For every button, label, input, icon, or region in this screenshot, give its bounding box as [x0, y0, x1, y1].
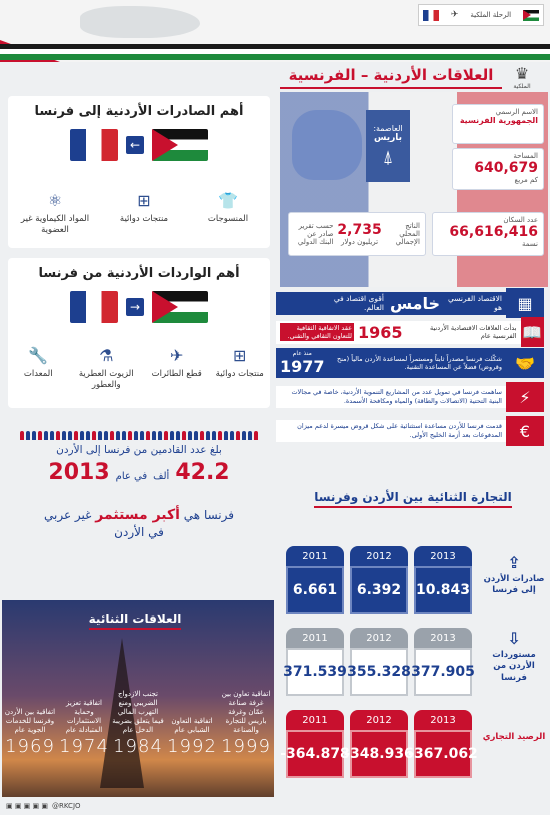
timeline-text: اتفاقية تعاون بين غرفة صناعة عمّان وغرفة باريس للتجارة والصناعة: [221, 690, 271, 735]
exports-title: أهم الصادرات الأردنية إلى فرنسا: [34, 104, 244, 119]
person-icon: [212, 431, 216, 440]
population-value: 66,616,416: [449, 224, 538, 240]
timeline-item: [58, 699, 110, 759]
header-flags-box: [418, 4, 544, 26]
timeline-text: اتفاقية تعزيز وحماية الاستثمارات المتبادلة عام: [65, 699, 103, 735]
tool-icon: 🔧: [28, 346, 49, 365]
population-box: [432, 212, 544, 256]
plane-icon: ✈: [450, 10, 459, 20]
timeline-item: [112, 690, 164, 759]
timeline-text: تجنب الازدواج الضريبي ومنع التهرب المالي فيما يتعلق بضريبة الدخل عام: [112, 690, 164, 735]
person-icon: [182, 431, 186, 440]
trade-value: 371.539: [286, 648, 344, 696]
person-icon: [56, 431, 60, 440]
timeline: [4, 690, 272, 759]
france-flag-icon: [70, 129, 118, 161]
jordan-flag-icon: [523, 10, 539, 21]
person-icon: [254, 431, 258, 440]
person-icon: [176, 431, 180, 440]
official-name-value: الجمهورية الفرنسية: [459, 116, 538, 125]
balance-row-label: الرصيد التجاري: [482, 732, 546, 742]
person-icon: [164, 431, 168, 440]
timeline-year: 1999: [221, 736, 271, 758]
fact-economy: [276, 290, 544, 316]
investor-big: أكبر مستثمر: [95, 507, 180, 523]
projects-text: ساهمت فرنسا في تمويل عدد من المشاريع التنموية الأردنية، خاصة في مجالات البنية التحتية (الاتصالات والطاقة) والمياه ومكافحة الأسمدة.: [276, 386, 506, 408]
investor-post: غير عربي: [43, 508, 92, 522]
header-stripe-green: [0, 54, 550, 60]
chart-icon: ▦: [506, 288, 544, 318]
visitors-year-prefix: في عام: [115, 471, 148, 482]
trade-year: 2011: [286, 546, 344, 566]
timeline-item: [220, 690, 272, 759]
visitors-count-row: [8, 460, 270, 485]
import-item-label: منتجات دوائية: [215, 368, 264, 379]
trade-column: [286, 546, 344, 614]
imports-flags: [8, 291, 270, 323]
gdp-source: حسب تقرير صادر عن البنك الدولي: [297, 222, 334, 246]
person-icon: [92, 431, 96, 440]
book-icon: 📖: [521, 317, 544, 347]
trade-year: 2012: [350, 710, 408, 730]
timeline-text: اتفاقية بين الأردن وفرنسا للخدمات الجوية عام: [4, 708, 56, 735]
export-item: [109, 191, 179, 236]
loans-text: قدمت فرنسا للأردن مساعدة استثنائية على شكل قروض ميسرة لدعم ميزان المدفوعات بعد أزمة الخليج الأولى.: [276, 420, 506, 442]
trade-column: [347, 628, 411, 696]
import-item: [212, 346, 267, 391]
person-icon: [38, 431, 42, 440]
timeline-item: [4, 708, 56, 759]
trade-value: 6.661: [286, 566, 344, 614]
exports-row-label-box: [482, 552, 546, 597]
person-icon: [62, 431, 66, 440]
trade-year: 2011: [286, 628, 344, 648]
fact-relations: [276, 318, 544, 346]
france-flag-icon: [423, 10, 439, 21]
timeline-year: 1974: [59, 736, 109, 758]
person-icon: [146, 431, 150, 440]
france-map-graphic: [292, 110, 362, 180]
footer-handle: @RKCJO: [51, 802, 81, 810]
person-icon: [68, 431, 72, 440]
trade-value: -348.936: [350, 730, 408, 778]
header-label: الرحلة الملكية: [470, 11, 512, 19]
trade-value: 355.328: [350, 648, 408, 696]
population-unit: نسمة: [522, 240, 538, 248]
imports-panel: [8, 258, 270, 408]
person-icon: [128, 431, 132, 440]
person-icon: [140, 431, 144, 440]
perfume-icon: ⚗: [99, 346, 114, 365]
person-icon: [194, 431, 198, 440]
trade-exports-row: [282, 546, 548, 618]
arrow-left-icon: ←: [126, 136, 144, 154]
trade-column: [280, 710, 350, 778]
relations-text: بدأت العلاقات الاقتصادية الأردنية الفرنسية عام: [429, 324, 517, 340]
export-item-label: المنسوجات: [207, 213, 249, 224]
trade-year: 2013: [414, 710, 472, 730]
economy-value: خامس: [389, 293, 440, 313]
relations-year: 1965: [358, 322, 403, 342]
person-icon: [44, 431, 48, 440]
relations-note: عقد الاتفاقية الثقافية للتعاون الثقافي والتقني.: [280, 323, 354, 341]
world-map-graphic: [80, 6, 200, 38]
investor-line: [8, 507, 270, 523]
area-box: [452, 148, 544, 190]
gdp-unit: تريليون دولار: [341, 238, 379, 246]
since-label: منذ عام: [292, 350, 312, 357]
visitors-year: 2013: [48, 460, 110, 485]
logo-label: الملكية: [513, 83, 531, 90]
export-item-label: المواد الكيماوية غير العضوية: [20, 213, 90, 235]
person-icon: [134, 431, 138, 440]
person-icon: [206, 431, 210, 440]
person-icon: [122, 431, 126, 440]
gdp-label: الناتج المحلي الإجمالي: [395, 222, 420, 246]
exports-items: [8, 191, 270, 236]
person-icon: [200, 431, 204, 440]
visitors-count-unit: ألف: [153, 471, 170, 482]
trade-year: 2013: [414, 546, 472, 566]
timeline-year: 1984: [113, 736, 163, 758]
trade-column: [408, 710, 478, 778]
imports-row-label-box: [482, 628, 546, 684]
official-name-box: [452, 104, 544, 144]
person-icon: [104, 431, 108, 440]
jordan-flag-icon: [152, 291, 208, 323]
imports-columns: [283, 628, 482, 696]
person-icon: [20, 431, 24, 440]
person-icon: [188, 431, 192, 440]
trade-column: [411, 628, 475, 696]
capital-value: باريس: [373, 133, 403, 143]
exports-panel: [8, 96, 270, 248]
exports-row-label: صادرات الأردن إلى فرنسا: [483, 573, 545, 596]
aid-text: شكّلت فرنسا مصدراً ثابتاً ومستمراً لمساعدة الأردن مالياً (منح وقروض) فضلاً عن المساعدة التقنية.: [336, 355, 502, 371]
imports-items: [8, 346, 270, 391]
timeline-year: 1992: [167, 736, 217, 758]
capital-card: [366, 110, 410, 182]
timeline-title-box: [60, 608, 210, 627]
trade-value: -364.878: [286, 730, 344, 778]
page-title: العلاقات الأردنية – الفرنسية: [280, 66, 502, 89]
france-flag-icon: [70, 291, 118, 323]
economy-suffix: أقوى اقتصاد في العالم.: [333, 294, 384, 312]
trade-title: [282, 486, 544, 508]
people-row: [8, 426, 270, 440]
person-icon: [32, 431, 36, 440]
trade-title-text: التجارة الثنائية بين الأردن وفرنسا: [314, 490, 512, 508]
handshake-icon: 🤝: [506, 348, 544, 378]
trade-imports-row: [282, 628, 548, 700]
arrow-right-icon: →: [126, 298, 144, 316]
timeline-title: العلاقات الثنائية: [89, 612, 182, 630]
exports-columns: [286, 546, 482, 614]
logo: [502, 64, 542, 90]
person-icon: [230, 431, 234, 440]
person-icon: [218, 431, 222, 440]
timeline-item: [166, 717, 218, 759]
fact-aid: [276, 348, 544, 378]
person-icon: [224, 431, 228, 440]
investor-line-2: في الأردن: [114, 525, 164, 539]
trade-value: 6.392: [350, 566, 408, 614]
import-arrow-icon: ⇩: [507, 629, 521, 648]
person-icon: [236, 431, 240, 440]
person-icon: [242, 431, 246, 440]
person-icon: [248, 431, 252, 440]
person-icon: [152, 431, 156, 440]
medicine-icon: ⊞: [233, 346, 247, 365]
imports-row-label: مستوردات الأردن من فرنسا: [492, 649, 536, 683]
export-item: [193, 191, 263, 236]
export-arrow-icon: ⇪: [507, 553, 521, 572]
trade-year: 2012: [350, 628, 408, 648]
trade-column: [344, 710, 414, 778]
import-item-label: المعدات: [23, 368, 53, 379]
trade-column: [350, 546, 408, 614]
person-icon: [170, 431, 174, 440]
investor-pre: فرنسا هي: [183, 508, 234, 522]
trade-value: 10.843: [414, 566, 472, 614]
official-name-label: الاسم الرسمي: [495, 108, 538, 116]
population-label: عدد السكان: [503, 216, 538, 224]
trade-column: [283, 628, 347, 696]
person-icon: [50, 431, 54, 440]
plane-icon: ✈: [170, 346, 184, 365]
economy-label: الاقتصاد الفرنسي هو: [447, 294, 502, 312]
imports-title: أهم الواردات الأردنية من فرنسا: [38, 266, 240, 281]
person-icon: [86, 431, 90, 440]
eiffel-icon: ⍋: [382, 147, 394, 168]
trade-year: 2011: [286, 710, 344, 730]
trade-value: 377.905: [414, 648, 472, 696]
person-icon: [158, 431, 162, 440]
import-item: [147, 346, 207, 391]
euro-icon: €: [506, 416, 544, 446]
import-item-label: الزيوت العطرية والعطور: [78, 368, 134, 390]
visitors-count: 42.2: [175, 460, 230, 485]
person-icon: [98, 431, 102, 440]
footer: [0, 797, 550, 815]
timeline-year: 1969: [5, 736, 55, 758]
capital-label: العاصمة:: [373, 124, 403, 133]
fact-projects: [276, 382, 544, 412]
gdp-box: [288, 212, 426, 256]
area-unit: كم مربع: [514, 176, 538, 184]
fact-loans: [276, 416, 544, 446]
trade-value: -367.062: [414, 730, 472, 778]
import-item-label: قطع الطائرات: [151, 368, 202, 379]
person-icon: [80, 431, 84, 440]
area-label: المساحة: [513, 152, 538, 160]
exports-flags: [8, 129, 270, 161]
atom-icon: ⚛: [47, 191, 63, 210]
person-icon: [26, 431, 30, 440]
export-item-label: منتجات دوائية: [119, 213, 169, 224]
export-item: [15, 191, 95, 236]
timeline-text: اتفاقية التعاون الشبابي عام: [171, 717, 213, 735]
medicine-icon: ⊞: [137, 191, 151, 210]
trade-year: 2013: [414, 628, 472, 648]
gdp-value: 2,735: [337, 222, 382, 238]
since-year: 1977: [280, 357, 325, 376]
shirt-icon: 👕: [218, 191, 238, 210]
trade-year: 2012: [350, 546, 408, 566]
person-icon: [110, 431, 114, 440]
import-item: [71, 346, 141, 391]
import-item: [11, 346, 66, 391]
person-icon: [74, 431, 78, 440]
crown-icon: ♛: [514, 64, 530, 83]
trade-balance-row: [282, 710, 548, 782]
power-tower-icon: ⚡: [506, 382, 544, 412]
balance-columns: [280, 710, 482, 778]
jordan-flag-icon: [152, 129, 208, 161]
visitors-panel: [8, 420, 270, 592]
person-icon: [116, 431, 120, 440]
area-value: 640,679: [474, 160, 538, 176]
social-icons: ▣ ▣ ▣ ▣ ▣: [6, 802, 48, 810]
trade-column: [414, 546, 472, 614]
visitors-line: بلغ عدد القادمين من فرنسا إلى الأردن: [56, 444, 222, 456]
